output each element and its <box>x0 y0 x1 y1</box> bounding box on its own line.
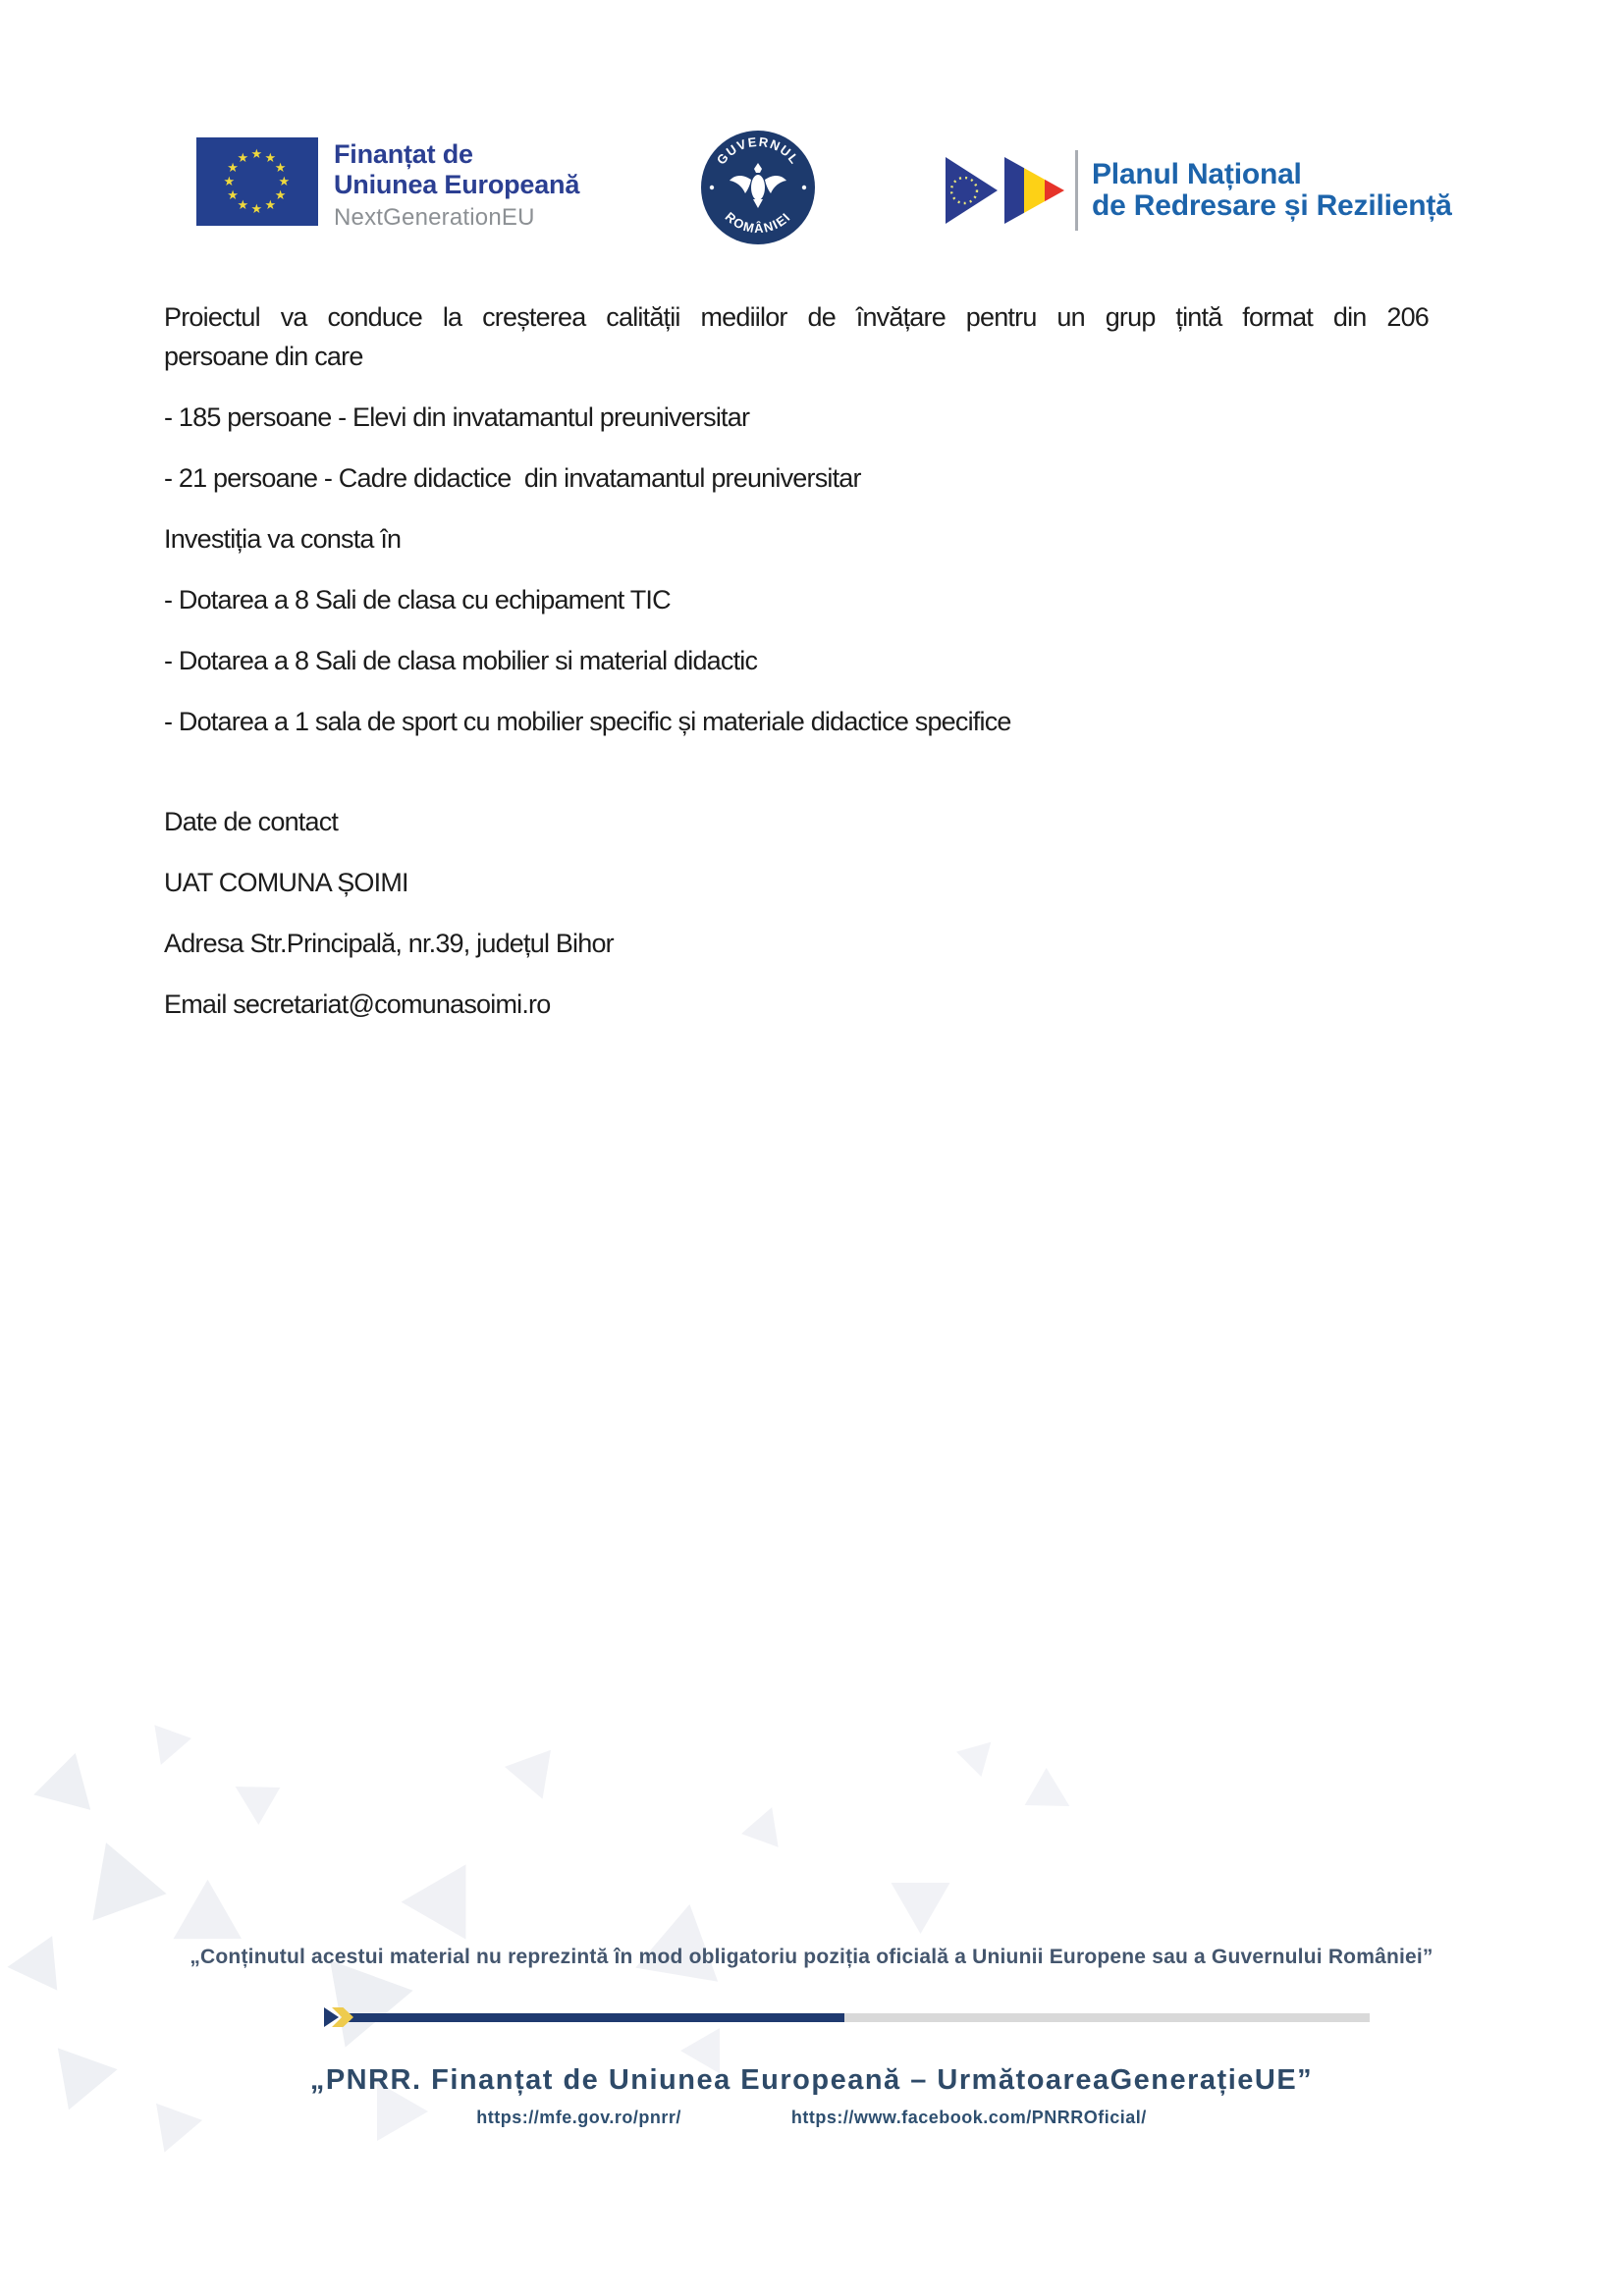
contact-address: Adresa Str.Principală, nr.39, județul Bihor <box>164 929 614 958</box>
eu-flag <box>196 137 318 226</box>
pnrr-triangles-icon <box>946 156 1065 225</box>
disclaimer-text: „Conținutul acestui material nu reprezintă în mod obligatoriu poziția oficială a Uniunii Europene sau a Guvernului României” <box>189 1946 1434 1968</box>
star-icon: ★ <box>274 160 287 175</box>
body-paragraph: - 185 persoane - Elevi din invatamantul preuniversitar <box>164 402 750 432</box>
body-paragraph: - 21 persoane - Cadre didactice din invatamantul preuniversitar <box>164 463 861 493</box>
footer-links <box>0 2108 1623 2128</box>
header-logos <box>0 0 1623 275</box>
star-icon: ★ <box>274 187 287 202</box>
footer <box>0 1723 1623 2184</box>
pnrr-title-line2: de Redresare și Reziliență <box>1092 189 1452 222</box>
star-icon: ★ <box>264 197 277 213</box>
eu-logo <box>196 137 579 232</box>
star-icon: ★ <box>237 197 249 213</box>
contact-entity: UAT COMUNA ȘOIMI <box>164 868 408 897</box>
government-roundel <box>699 129 817 246</box>
pnrr-separator <box>1075 150 1078 231</box>
body-paragraph: - Dotarea a 1 sala de sport cu mobilier specific și materiale didactice specifice <box>164 707 1011 736</box>
body-paragraph: - Dotarea a 8 Sali de clasa cu echipament TIC <box>164 585 671 614</box>
progress-divider <box>324 2007 1370 2027</box>
divider-gray-segment <box>844 2013 1370 2022</box>
star-icon: ★ <box>264 149 277 165</box>
eu-logo-text <box>334 137 579 232</box>
link-facebook[interactable]: https://www.facebook.com/PNRROficial/ <box>790 2108 1147 2127</box>
main-content <box>164 297 1429 1045</box>
star-icon: ★ <box>237 149 249 165</box>
star-icon: ★ <box>278 174 291 188</box>
pnrr-title-line1: Planul Național <box>1092 158 1302 190</box>
body-paragraph: Investiția va consta în <box>164 524 402 554</box>
star-icon: ★ <box>250 146 263 161</box>
gov-arc-top-label: GUVERNUL <box>713 133 803 168</box>
contact-email: Email secretariat@comunasoimi.ro <box>164 989 551 1019</box>
pnrr-logo <box>946 150 1452 231</box>
pnrr-logo-text <box>1092 159 1452 222</box>
star-icon: ★ <box>223 174 236 188</box>
star-icon: ★ <box>250 201 263 216</box>
star-icon: ★ <box>227 187 239 202</box>
eu-nextgen-label: NextGenerationEU <box>334 204 535 231</box>
intro-paragraph-line2: persoane din care <box>164 342 363 371</box>
link-mfe[interactable]: https://mfe.gov.ro/pnrr/ <box>476 2108 681 2127</box>
divider-navy-segment <box>349 2013 844 2022</box>
contact-section <box>164 802 1429 1024</box>
eu-funding-line1: Finanțat de <box>334 139 473 169</box>
intro-paragraph-line1: Proiectul va conduce la creșterea calității mediilor de învățare pentru un grup țintă format din 206 <box>164 302 1429 332</box>
contact-heading: Date de contact <box>164 807 339 836</box>
body-paragraph: - Dotarea a 8 Sali de clasa mobilier si material didactic <box>164 646 758 675</box>
eu-funding-line2: Uniunea Europeană <box>334 170 580 199</box>
star-icon: ★ <box>227 160 239 175</box>
slogan-text: „PNRR. Finanțat de Uniunea Europeană – UrmătoareaGenerațieUE” <box>309 2064 1314 2096</box>
gov-arc-bottom-label: ROMÂNIEI <box>722 208 794 237</box>
